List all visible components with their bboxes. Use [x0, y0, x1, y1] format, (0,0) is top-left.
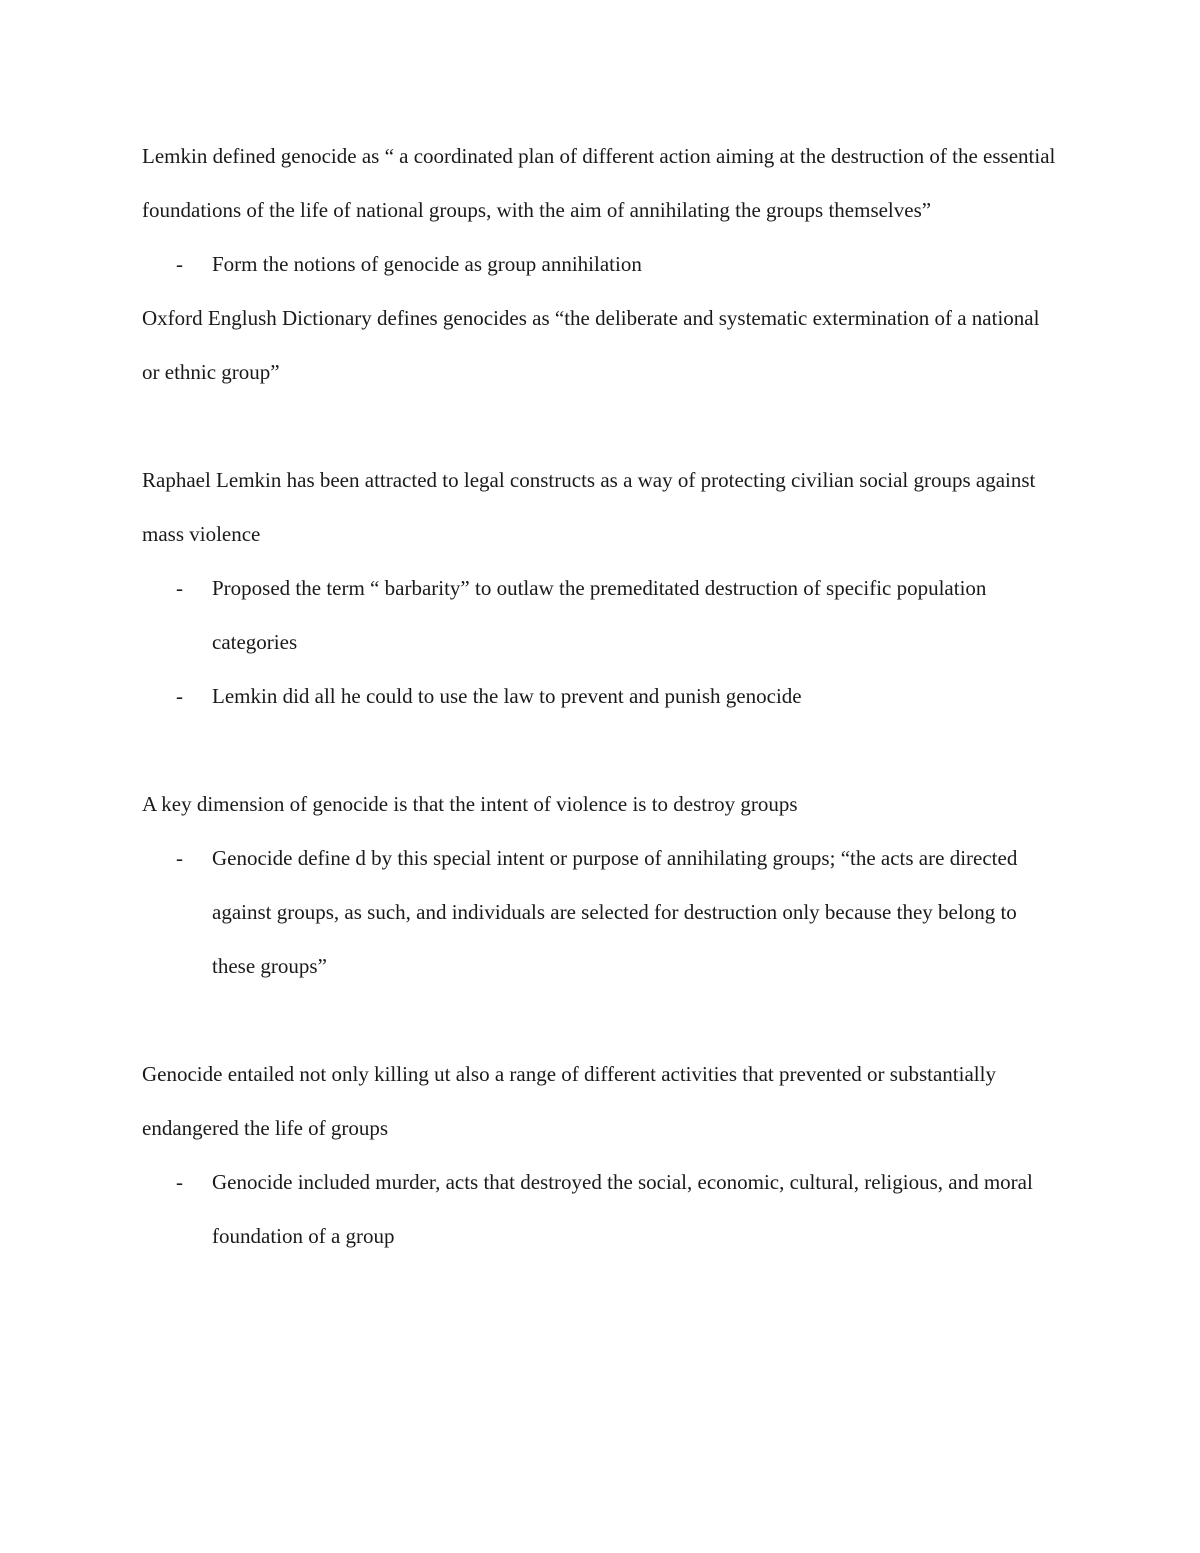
bullet-text: Genocide define d by this special intent or purpose of annihilating groups; “the acts are directed against groups, as such, and individuals are selected for destruction only because they belong to these groups” — [212, 846, 1018, 978]
bullet-text: Proposed the term “ barbarity” to outlaw the premeditated destruction of specific population categories — [212, 576, 987, 654]
bullet-item — [142, 831, 1062, 993]
paragraph-spacer — [142, 399, 1062, 453]
bullet-item — [142, 237, 1062, 291]
bullet-list-lemkin-definition — [142, 237, 1062, 291]
bullet-text: Genocide included murder, acts that destroyed the social, economic, cultural, religious, and moral foundation of a group — [212, 1170, 1033, 1248]
bullet-item — [142, 669, 1062, 723]
document-page — [142, 129, 1062, 1263]
bullet-list-raphael-lemkin — [142, 561, 1062, 723]
bullet-text: Form the notions of genocide as group annihilation — [212, 252, 642, 276]
dash-marker: - — [176, 1170, 183, 1194]
paragraph-raphael-lemkin: Raphael Lemkin has been attracted to legal constructs as a way of protecting civilian social groups against mass violence — [142, 468, 1036, 546]
bullet-list-key-dimension — [142, 831, 1062, 993]
paragraph-genocide-entailed: Genocide entailed not only killing ut also a range of different activities that prevented or substantially endangered the life of groups — [142, 1062, 996, 1140]
dash-marker: - — [176, 576, 183, 600]
bullet-text: Lemkin did all he could to use the law to prevent and punish genocide — [212, 684, 802, 708]
paragraph-spacer — [142, 723, 1062, 777]
paragraph-lemkin-definition: Lemkin defined genocide as “ a coordinated plan of different action aiming at the destruction of the essential foundations of the life of national groups, with the aim of annihilating the groups themselves” — [142, 144, 1056, 222]
dash-marker: - — [176, 684, 183, 708]
bullet-list-genocide-entailed — [142, 1155, 1062, 1263]
paragraph-key-dimension: A key dimension of genocide is that the intent of violence is to destroy groups — [142, 792, 798, 816]
dash-marker: - — [176, 252, 183, 276]
dash-marker: - — [176, 846, 183, 870]
bullet-item — [142, 561, 1062, 669]
paragraph-spacer — [142, 993, 1062, 1047]
bullet-item — [142, 1155, 1062, 1263]
paragraph-oxford-definition: Oxford Englush Dictionary defines genocides as “the deliberate and systematic extermination of a national or ethnic group” — [142, 306, 1040, 384]
